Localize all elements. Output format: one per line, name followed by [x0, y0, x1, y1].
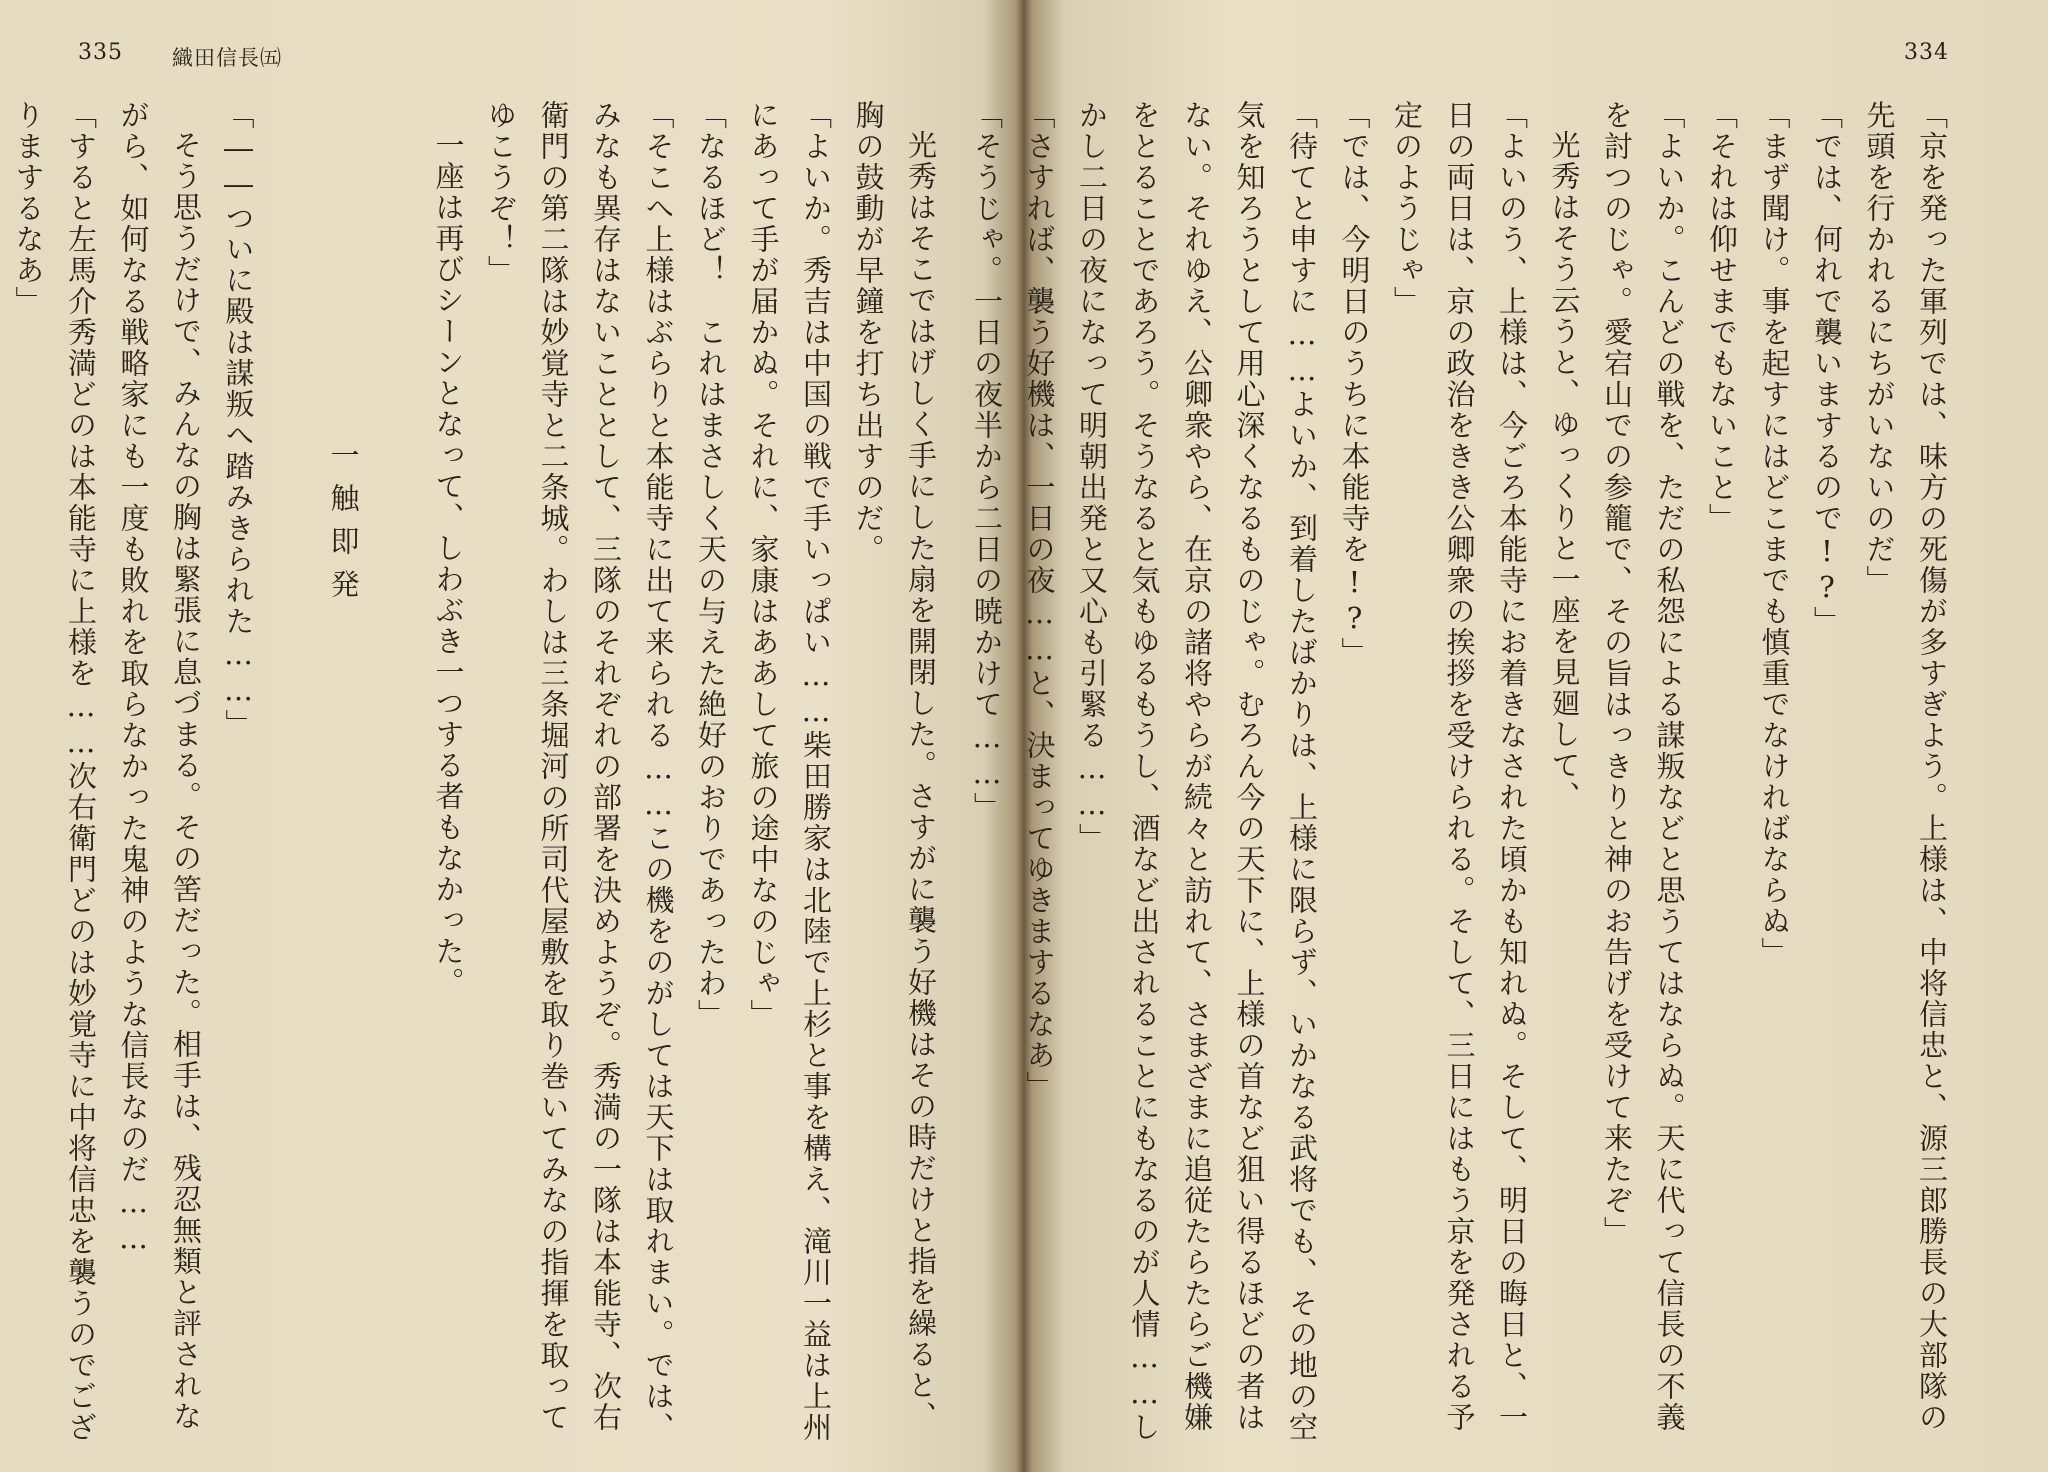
text-line: みなも異存はないこととして、三隊のそれぞれの部署を決めようぞ。秀満の一隊は本能寺、次右 — [589, 100, 623, 1433]
text-line: 光秀はそこではげしく手にした扇を開閉した。さすがに襲う好機はその時だけと指を繰ると、 — [904, 130, 938, 1432]
text-line: 「そこへ上様はぶらりと本能寺に出て来られる……この機をのがしては天下は取れまい。では、 — [641, 100, 676, 1443]
text-line: 「よいか。秀吉は中国の戦で手いっぱい……柴田勝家は北陸で上杉と事を構え、滝川一益は上州 — [799, 100, 833, 1443]
left-page-text — [11, 100, 947, 1443]
right-page — [970, 0, 2048, 1472]
text-line: 胸の鼓動が早鐘を打ち出すのだ。 — [851, 100, 886, 565]
section-heading: 一触即発 — [326, 440, 361, 612]
text-line: ゆこうぞ！」 — [484, 100, 518, 286]
text-line: ない。それゆえ、公卿衆やら、在京の諸将やらが続々と訪れて、さまざまに追従たらたらご機嫌 — [1180, 100, 1214, 1433]
text-line: りまするなあ」 — [11, 100, 46, 317]
text-line: をとることであろう。そうなると気もゆるもうし、酒など出されることにもなるのが人情……し — [1127, 100, 1162, 1443]
text-line: 定のようじゃ」 — [1390, 100, 1424, 317]
text-line: 「すると左馬介秀満どのは本能寺に上様を……次右衛門どのは妙覚寺に中将信忠を襲うのでござ — [64, 100, 98, 1443]
text-line: かし二日の夜になって明朝出発と又心も引緊る……」 — [1075, 100, 1109, 854]
text-line: にあって手が届かぬ。それに、家康はああして旅の途中なのじゃ」 — [746, 100, 781, 1030]
text-line: 先頭を行かれるにちがいないのだ」 — [1862, 100, 1897, 596]
text-line: 「では、何れで襲いまするので!?」 — [1810, 100, 1844, 637]
page-number-right: 334 — [1904, 40, 1949, 65]
text-line: 「なるほど！ これはまさしく天の与えた絶好のおりであったわ」 — [694, 100, 728, 1030]
text-line: を討つのじゃ。愛宕山での参籠で、その旨はっきりと神のお告げを受けて来たぞ」 — [1600, 100, 1634, 1247]
page-number-left: 335 — [78, 40, 123, 65]
text-line: 「よいのう、上様は、今ごろ本能寺にお着きなされた頃かも知れぬ。そして、明日の晦日と、一 — [1495, 100, 1529, 1433]
text-line: 「さすれば、襲う好機は、一日の夜……と、決まってゆきまするなあ」 — [1022, 100, 1057, 1102]
text-line: そう思うだけで、みんなの胸は緊張に息づまる。その筈だった。相手は、残忍無類と評されな — [169, 130, 203, 1432]
text-line: 日の両日は、京の政治をきき公卿衆の挨拶を受けられる。そして、三日にはもう京を発される予 — [1442, 100, 1477, 1433]
text-line: 一座は再びシーンとなって、しわぶき一つする者もなかった。 — [431, 130, 466, 998]
running-head: 織田信長㈤ — [172, 46, 282, 70]
text-line: 「京を発った軍列では、味方の死傷が多すぎよう。上様は、中将信忠と、源三郎勝長の大部隊の — [1915, 100, 1949, 1433]
text-line: 「まず聞け。事を起すにはどこまでも慎重でなければならぬ」 — [1757, 100, 1792, 968]
text-line: 光秀はそう云うと、ゆっくりと一座を見廻して、 — [1547, 130, 1582, 812]
text-line: 「そうじゃ。一日の夜半から二日の暁かけて……」 — [970, 100, 1004, 823]
text-line: 「よいか。こんどの戦を、ただの私怨による謀叛などと思うてはならぬ。天に代って信長の不義 — [1652, 100, 1687, 1433]
text-line: 衛門の第二隊は妙覚寺と二条城。わしは三条堀河の所司代屋敷を取り巻いてみなの指揮を取って — [536, 100, 571, 1433]
text-line: がら、如何なる戦略家にも一度も敗れを取らなかった鬼神のような信長なのだ…… — [116, 100, 151, 1257]
text-line: 「待てと申すに……よいか、到着したばかりは、上様に限らず、いかなる武将でも、その地の空 — [1285, 100, 1319, 1443]
right-page-text — [970, 100, 1958, 1443]
left-page — [0, 0, 1004, 1472]
text-line — [0, 100, 2, 1420]
text-line: 「では、今明日のうちに本能寺を!?」 — [1337, 100, 1372, 668]
text-line: 「――ついに殿は謀叛へ踏みきられた……」 — [221, 100, 256, 740]
text-line: 「それは仰せまでもないこと」 — [1705, 100, 1739, 534]
text-line: 気を知ろうとして用心深くなるものじゃ。むろん今の天下に、上様の首など狙い得るほどの者は — [1232, 100, 1267, 1433]
